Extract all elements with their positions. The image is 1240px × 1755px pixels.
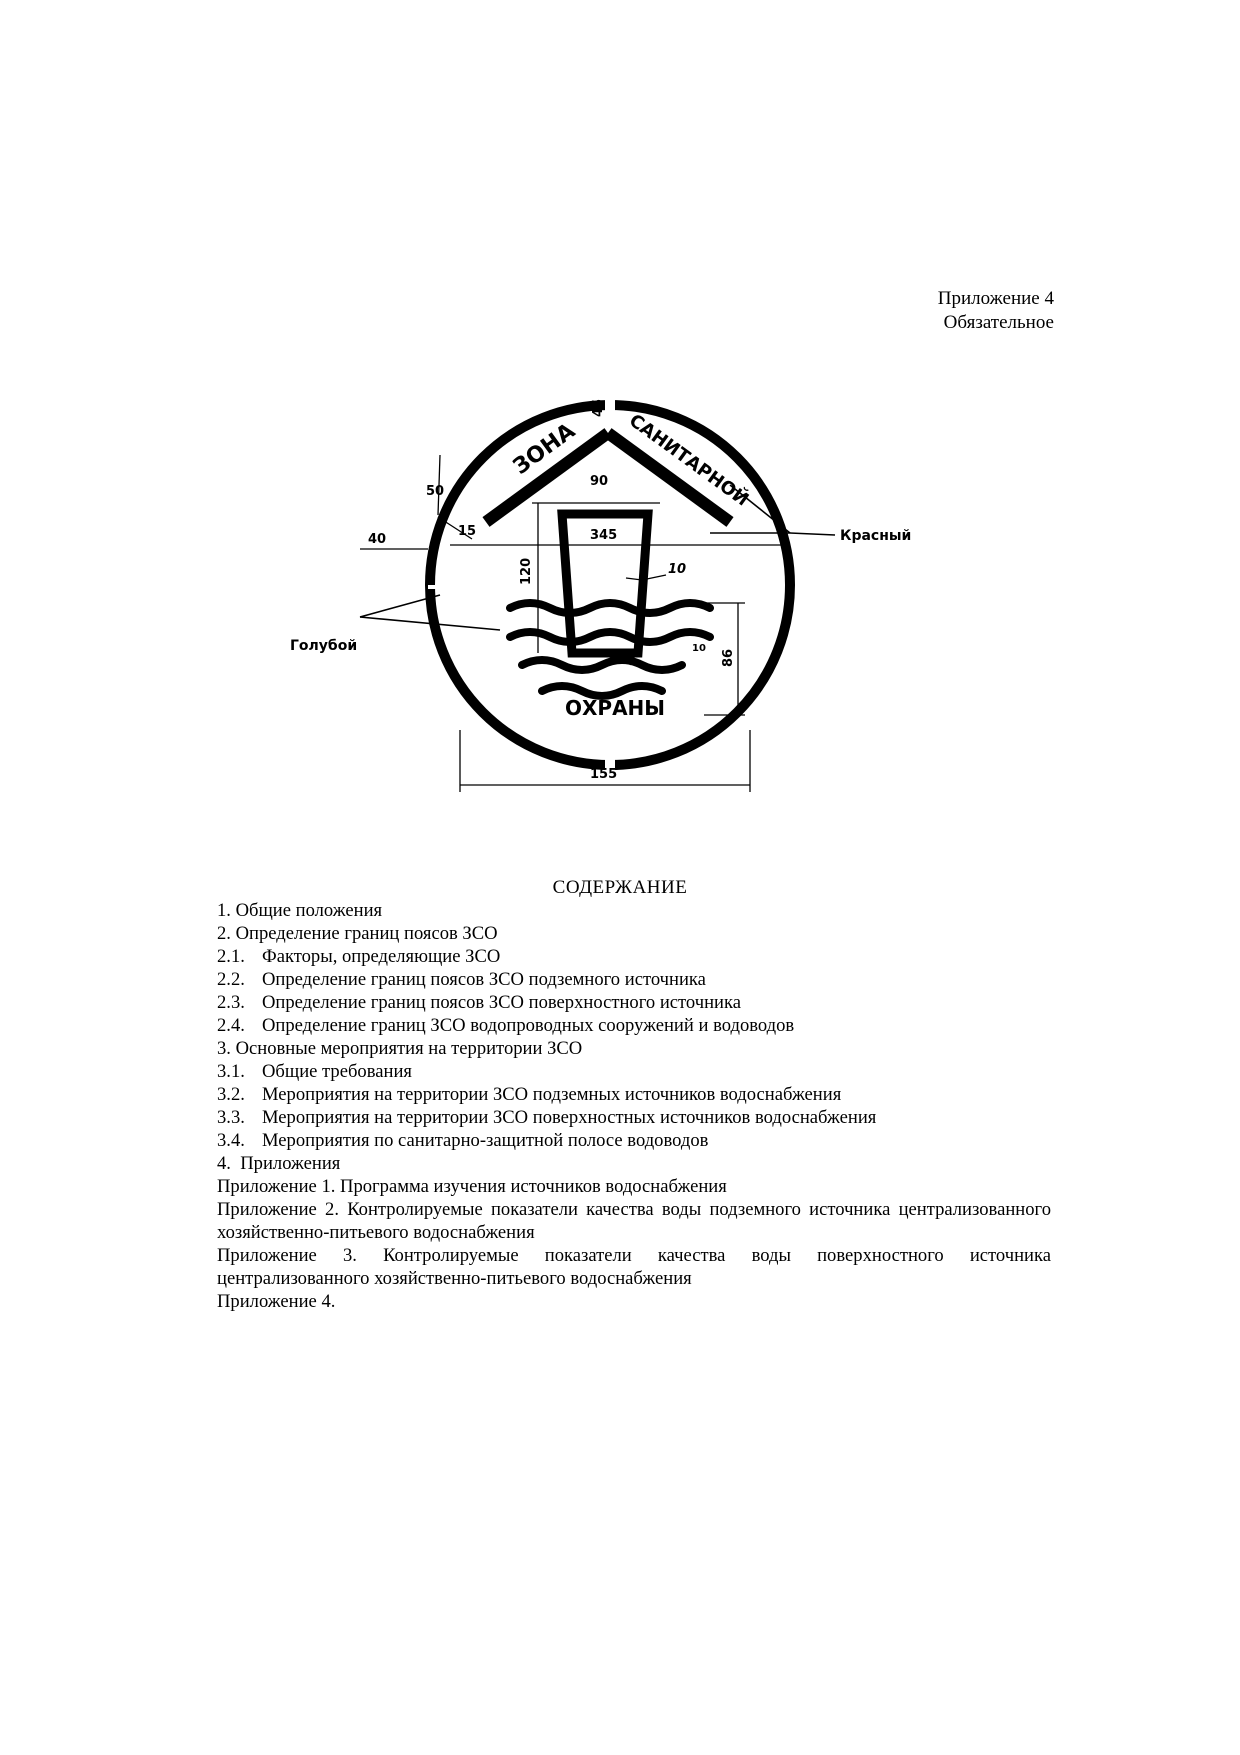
toc-item: [217, 991, 1051, 1014]
dim-50: 50: [426, 484, 445, 499]
toc-item-text: Факторы, определяющие ЗСО: [262, 946, 501, 967]
toc-item-text: Определение границ ЗСО водопроводных сооружений и водоводов: [262, 1015, 795, 1036]
dim-155: 155: [590, 767, 618, 782]
dim-345: 345: [590, 528, 618, 543]
toc-annex-2: [217, 1198, 1051, 1244]
toc-item-number: 3.3.: [217, 1107, 245, 1128]
arc-text-left: ЗОНА: [508, 418, 580, 480]
annex-2-line-2: централизованного хозяйственно-питьевого водоснабжения: [217, 1199, 1051, 1243]
toc-annex-3: [217, 1244, 1051, 1290]
toc-item: [217, 899, 1051, 922]
dim-10a: 10: [668, 562, 687, 577]
annex-2-line-1: Приложение 2. Контролируемые показатели качества воды подземного источника: [217, 1199, 891, 1220]
toc-item: [217, 1129, 1051, 1152]
toc-item: [217, 945, 1051, 968]
annex-label: Приложение 4: [937, 288, 1054, 309]
toc-item-text: Мероприятия по санитарно-защитной полосе водоводов: [262, 1130, 709, 1151]
callout-blue: Голубой: [290, 638, 358, 654]
toc-item-number: 2.2.: [217, 969, 245, 990]
toc-item: [217, 922, 1051, 945]
toc-item: [217, 1175, 1051, 1198]
toc-item: [217, 1106, 1051, 1129]
toc-item-text: 2. Определение границ поясов ЗСО: [217, 923, 498, 944]
toc-item: [217, 1083, 1051, 1106]
dim-45: 45: [591, 398, 606, 417]
toc-title: СОДЕРЖАНИЕ: [552, 877, 688, 898]
toc-item: [217, 1060, 1051, 1083]
arc-text-right: САНИТАРНОЙ: [625, 410, 753, 511]
table-of-contents: [217, 899, 1051, 1313]
dim-90: 90: [590, 474, 609, 489]
toc-annex-4: Приложение 4.: [217, 1291, 336, 1312]
toc-item-number: 2.4.: [217, 1015, 245, 1036]
toc-item: [217, 1014, 1051, 1037]
callout-red: Красный: [840, 528, 912, 544]
annex-3-line-1: Приложение 3. Контролируемые показатели качества воды поверхностного источника: [217, 1245, 1051, 1266]
dim-40: 40: [368, 532, 387, 547]
annex-status: Обязательное: [943, 312, 1054, 333]
toc-item: [217, 968, 1051, 991]
toc-item-text: 4. Приложения: [217, 1153, 341, 1174]
dim-120: 120: [519, 557, 534, 585]
dim-86: 86: [721, 648, 736, 667]
toc-item-number: 3.4.: [217, 1130, 245, 1151]
toc-item: [217, 1037, 1051, 1060]
sanitary-zone-emblem: [290, 375, 990, 815]
bottom-text: ОХРАНЫ: [565, 696, 666, 720]
dim-10b: 10: [692, 643, 706, 654]
toc-item-text: Приложение 1. Программа изучения источников водоснабжения: [217, 1176, 727, 1197]
dim-15: 15: [458, 524, 477, 539]
toc-item: [217, 1152, 1051, 1175]
toc-item-number: 2.1.: [217, 946, 245, 967]
toc-item-text: 3. Основные мероприятия на территории ЗСО: [217, 1038, 583, 1059]
toc-item-number: 3.2.: [217, 1084, 245, 1105]
toc-item-number: 2.3.: [217, 992, 245, 1013]
annex-header: [938, 287, 1054, 335]
toc-item-text: Мероприятия на территории ЗСО подземных источников водоснабжения: [262, 1084, 842, 1105]
toc-item-text: 1. Общие положения: [217, 900, 383, 921]
toc-item-text: Определение границ поясов ЗСО поверхностного источника: [262, 992, 741, 1013]
annex-3-line-2: централизованного хозяйственно-питьевого водоснабжения: [217, 1268, 692, 1289]
toc-item-text: Определение границ поясов ЗСО подземного источника: [262, 969, 706, 990]
toc-item-number: 3.1.: [217, 1061, 245, 1082]
toc-item-text: Мероприятия на территории ЗСО поверхностных источников водоснабжения: [262, 1107, 877, 1128]
toc-item-text: Общие требования: [262, 1061, 412, 1082]
